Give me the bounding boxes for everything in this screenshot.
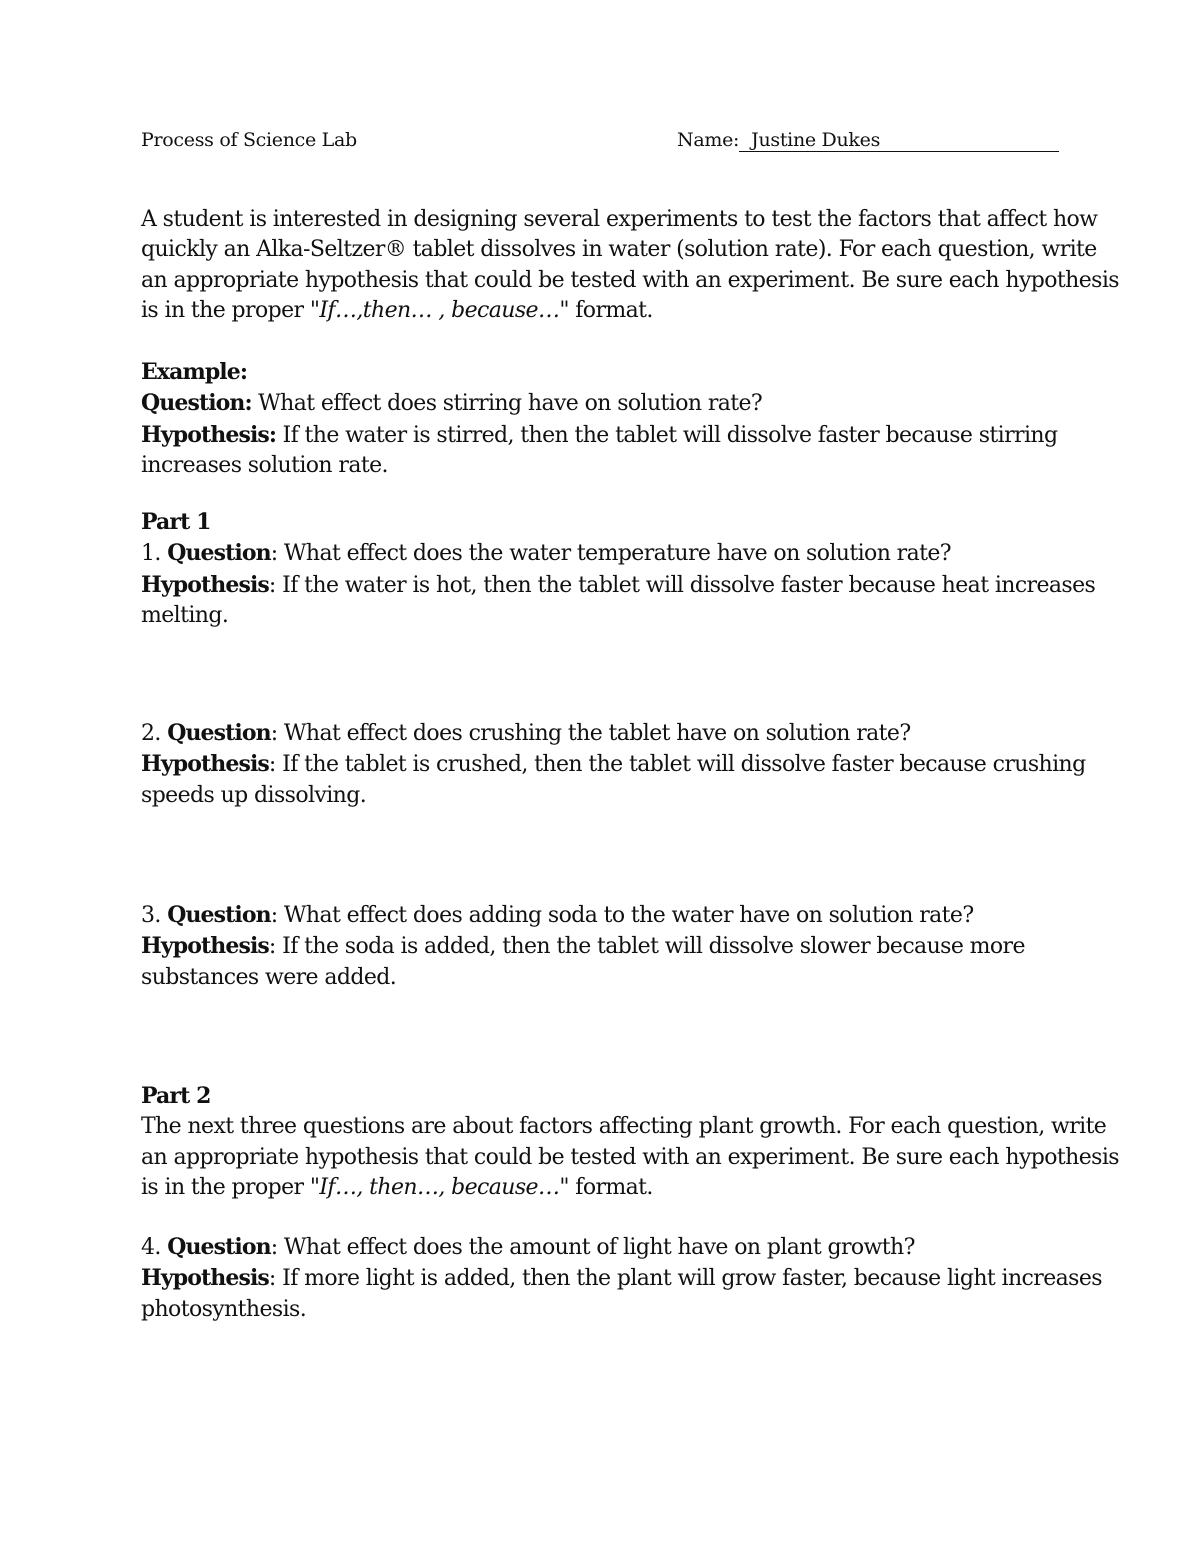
hypothesis-text: : If more light is added, then the plant will grow faster, because light increases photosynthesis. (141, 1266, 1102, 1322)
hypothesis-label: Hypothesis: (141, 421, 277, 448)
example-section (141, 357, 1126, 481)
question-text: : What effect does the amount of light have on plant growth? (270, 1235, 915, 1260)
intro-text: A student is interested in designing several experiments to test the factors that affect how quickly an Alka-Seltzer® tablet dissolves in water (solution rate). For each question, write an appropriate hypothesis that could be tested with an experiment. Be sure each hypothesis is in the proper (141, 207, 1119, 323)
question-text: : What effect does the water temperature have on solution rate? (270, 541, 951, 567)
hypothesis-text: : If the tablet is crushed, then the tablet will dissolve faster because crushing speeds up dissolving. (141, 752, 1086, 808)
hypothesis-label: Hypothesis (141, 751, 269, 778)
question-label: Question (167, 1234, 271, 1260)
item-number: 1. (141, 541, 168, 567)
part2-heading: Part 2 (141, 1083, 211, 1109)
hypothesis-text: : If the soda is added, then the tablet will dissolve slower because more substances were added. (141, 934, 1025, 990)
worksheet-title: Process of Science Lab (141, 129, 357, 151)
question-2 (141, 718, 1126, 811)
part2-text-end: " format. (559, 1174, 653, 1200)
hypothesis-label: Hypothesis (141, 1265, 269, 1292)
part2-section (141, 1081, 1126, 1203)
hypothesis-text: : If the water is hot, then the tablet will dissolve faster because heat increases melting. (141, 572, 1096, 628)
intro-text-end: format. (568, 297, 653, 323)
intro-paragraph (141, 205, 1126, 326)
hypothesis-text: If the water is stirred, then the tablet will dissolve faster because stirring increases solution rate. (141, 422, 1058, 478)
question-label: Question (167, 720, 271, 746)
question-text: : What effect does crushing the tablet have on solution rate? (270, 721, 911, 746)
part2-text: The next three questions are about factors affecting plant growth. For each question, write an appropriate hypothesis that could be tested with an experiment. Be sure each hypothesis is in the proper (141, 1114, 1119, 1200)
example-heading: Example: (141, 359, 248, 385)
part1-section (141, 507, 1126, 631)
hypothesis-label: Hypothesis (141, 933, 269, 960)
name-value: Justine Dukes (739, 129, 1059, 152)
intro-format: "If…,then… , because…" (309, 297, 569, 323)
question-text: : What effect does adding soda to the water have on solution rate? (270, 903, 974, 928)
item-number: 2. (141, 721, 168, 746)
hypothesis-label: Hypothesis (141, 571, 269, 598)
question-label: Question (167, 540, 271, 567)
question-4 (141, 1232, 1126, 1325)
item-number: 4. (141, 1235, 168, 1260)
part1-heading: Part 1 (141, 509, 211, 535)
question-label: Question: (141, 390, 252, 417)
part2-format: "If…, then…, because… (309, 1174, 560, 1200)
item-number: 3. (141, 903, 168, 928)
student-name-field (677, 127, 1059, 153)
question-label: Question (167, 902, 271, 928)
name-label: Name: (677, 129, 740, 151)
question-3 (141, 900, 1126, 993)
question-text: What effect does stirring have on solution rate? (251, 391, 763, 417)
